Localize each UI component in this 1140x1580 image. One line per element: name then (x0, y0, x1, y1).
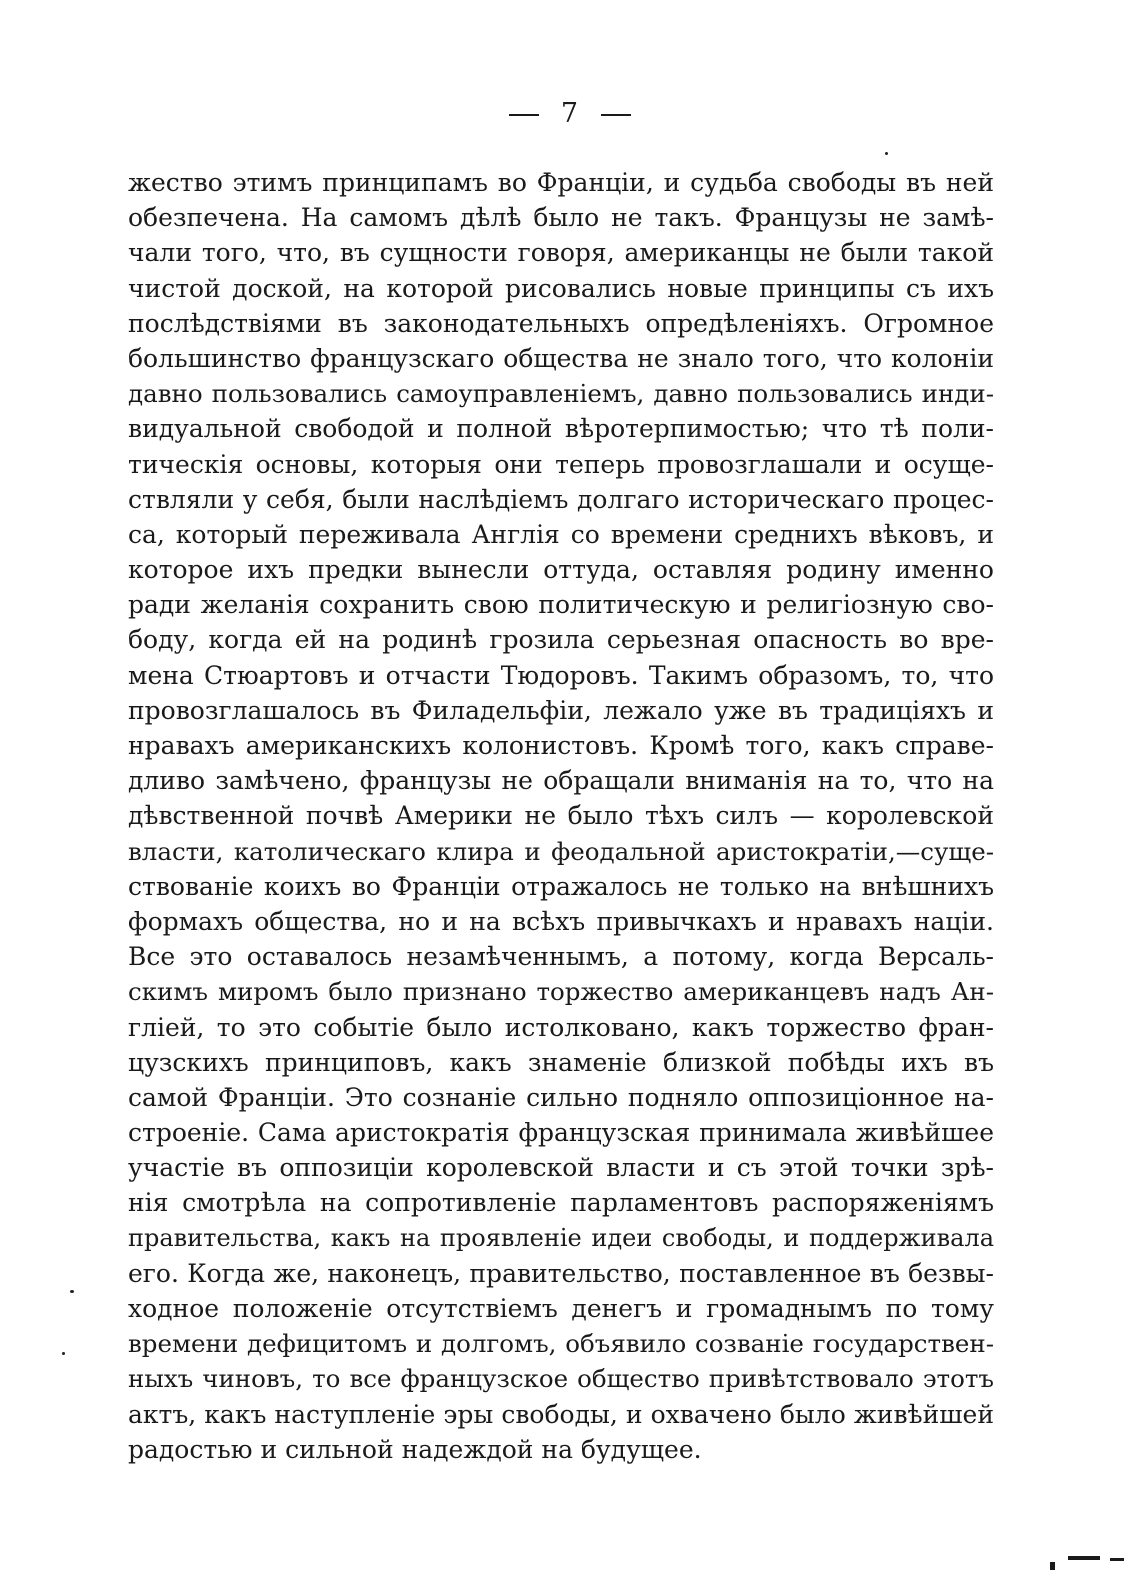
text-line: ствляли у себя, были наслѣдіемъ долгаго историческаго процес- (128, 484, 994, 514)
text-line: дливо замѣчено, французы не обращали вниманія на то, что на (128, 766, 994, 796)
text-line: дѣвственной почвѣ Америки не было тѣхъ силъ — королевской (128, 801, 994, 831)
text-line: самой Франціи. Это сознаніе сильно подняло оппозиціонное на- (128, 1082, 994, 1112)
scan-edge-mark (1050, 1562, 1055, 1570)
text-line: ходное положеніе отсутствіемъ денегъ и громаднымъ по тому (128, 1294, 994, 1323)
text-line: послѣдствіями въ законодательныхъ опредѣленіяхъ. Огромное (128, 308, 994, 338)
text-line: времени дефицитомъ и долгомъ, объявило созваніе государствен- (128, 1329, 994, 1359)
text-line: строеніе. Сама аристократія французская принимала живѣйшее (128, 1118, 994, 1148)
text-line: власти, католическаго клира и феодальной аристократіи,—суще- (128, 836, 994, 866)
text-line: чали того, что, въ сущности говоря, американцы не были такой (128, 238, 994, 268)
text-line: видуальной свободой и полной вѣротерпимостью; что тѣ поли- (128, 414, 994, 444)
scan-speck (62, 1352, 65, 1355)
scan-speck (885, 152, 888, 155)
text-line: давно пользовались самоуправленіемъ, давно пользовались инди- (128, 379, 994, 409)
text-line: ствованіе коихъ во Франціи отражалось не только на внѣшнихъ (128, 871, 994, 901)
text-line: скимъ миромъ было признано торжество американцевъ надъ Ан- (128, 977, 994, 1007)
text-line: ради желанія сохранить свою политическую и религіозную сво- (128, 590, 994, 620)
text-line: нравахъ американскихъ колонистовъ. Кромѣ того, какъ справе- (128, 731, 994, 760)
text-line: нія смотрѣла на сопротивленіе парламентовъ распоряженіямъ (128, 1188, 994, 1218)
scan-edge-mark (1068, 1556, 1100, 1560)
text-line: правительства, какъ на проявленіе идеи свободы, и поддерживала (128, 1223, 994, 1252)
scan-speck (70, 1290, 74, 1293)
text-line: которое ихъ предки вынесли оттуда, оставляя родину именно (128, 555, 994, 585)
right-dash (601, 114, 631, 116)
text-line: гліей, то это событіе было истолковано, какъ торжество фран- (128, 1012, 994, 1042)
text-line: участіе въ оппозиціи королевской власти и съ этой точки зрѣ- (128, 1153, 994, 1183)
text-line: актъ, какъ наступленіе эры свободы, и охвачено было живѣйшей (128, 1399, 994, 1429)
text-line-last: радостью и сильной надеждой на будущее. (128, 1434, 702, 1464)
text-line: жество этимъ принципамъ во Франціи, и судьба свободы въ ней (128, 168, 994, 197)
scan-edge-mark (1110, 1558, 1124, 1561)
text-line: цузскихъ принциповъ, какъ знаменіе близкой побѣды ихъ въ (128, 1047, 994, 1077)
text-line: провозглашалось въ Филадельфіи, лежало уже въ традиціяхъ и (128, 695, 994, 725)
text-line: чистой доской, на которой рисовались новые принципы съ ихъ (128, 273, 994, 303)
body-text (128, 165, 994, 1467)
text-line: Все это оставалось незамѣченнымъ, а потому, когда Версаль- (128, 942, 994, 972)
text-line: обезпечена. На самомъ дѣлѣ было не такъ. Французы не замѣ- (128, 203, 994, 233)
text-line: боду, когда ей на родинѣ грозила серьезная опасность во вре- (128, 625, 994, 655)
left-dash (509, 114, 539, 116)
text-line: са, который переживала Англія со времени среднихъ вѣковъ, и (128, 519, 994, 549)
text-line: большинство французскаго общества не знало того, что колоніи (128, 343, 994, 373)
text-line: мена Стюартовъ и отчасти Тюдоровъ. Такимъ образомъ, то, что (128, 660, 994, 690)
text-line: ныхъ чиновъ, то все французское общество привѣтствовало этотъ (128, 1364, 994, 1394)
page-number: 7 (560, 98, 580, 129)
text-line: тическія основы, которыя они теперь провозглашали и осуще- (128, 449, 994, 479)
text-line: его. Когда же, наконецъ, правительство, поставленное въ безвы- (128, 1258, 994, 1288)
page-number-header (0, 98, 1140, 129)
text-line: формахъ общества, но и на всѣхъ привычкахъ и нравахъ націи. (128, 906, 994, 936)
